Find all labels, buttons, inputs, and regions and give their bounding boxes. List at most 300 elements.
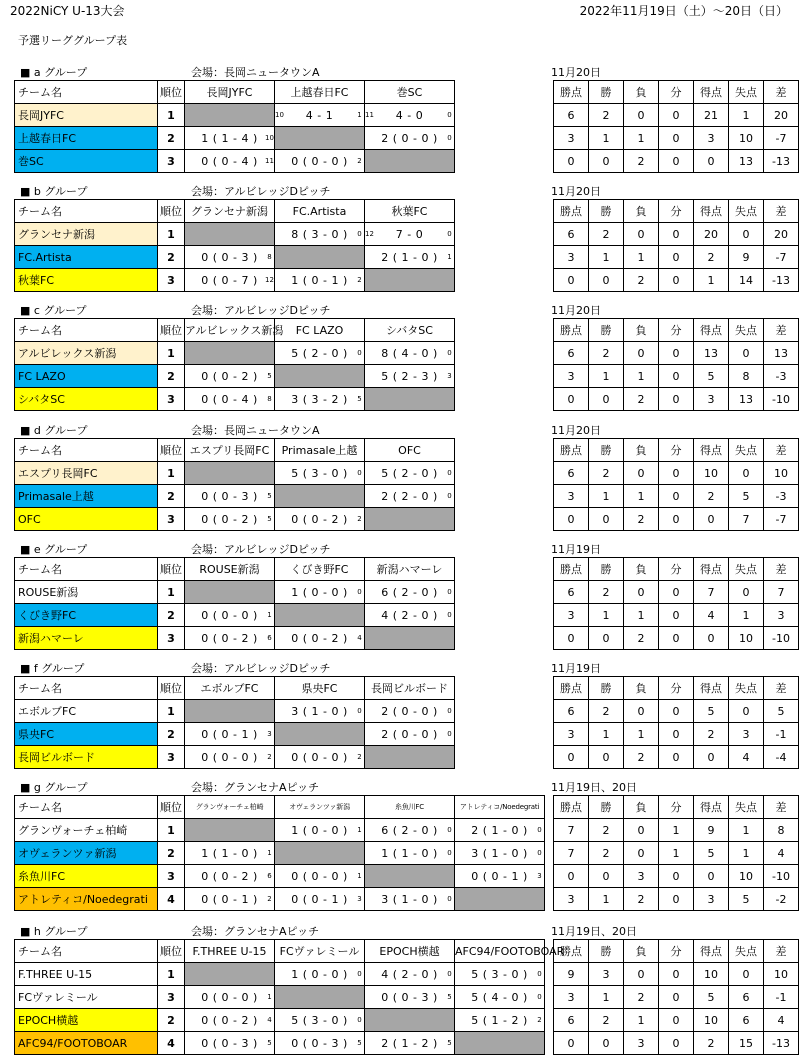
match-result-cell [365,223,455,246]
stat-column-header: 勝 [589,558,624,581]
team-stat: 2 [589,462,624,485]
match-score: 0 ( 0 - 3 ) [201,1036,258,1050]
self-match-cell [365,865,455,888]
team-stat: 1 [589,986,624,1009]
column-gap [545,200,554,223]
team-stat: 20 [764,104,799,127]
self-match-cell [185,963,275,986]
match-score: 7 - 0 [395,227,424,241]
stat-column-header: 分 [659,940,694,963]
table-row [15,581,799,604]
stat-column-header: 得点 [694,200,729,223]
opponent-score: 5 [267,515,272,523]
match-result-cell [275,150,365,173]
team-stat: 0 [554,746,589,769]
group-section [14,541,800,661]
group-table [14,939,799,1055]
stat-column-header: 勝点 [554,319,589,342]
team-stat: 0 [659,963,694,986]
team-name: エスプリ長岡FC [15,462,158,485]
team-stat: 2 [589,342,624,365]
table-row [15,723,799,746]
stat-column-header: 勝 [589,796,624,819]
opponent-column-header: OFC [365,439,455,462]
table-row [15,865,799,888]
match-result-cell [275,223,365,246]
match-score: 4 ( 2 - 0 ) [381,967,438,981]
team-stat: 5 [694,365,729,388]
group-table [14,795,799,911]
match-result-cell [275,388,365,411]
group-name: ■ d グループ [20,424,88,437]
team-stat: 2 [589,223,624,246]
column-gap [545,819,554,842]
column-gap [455,127,545,150]
team-stat: -10 [764,627,799,650]
match-result-cell [455,842,545,865]
team-name: FCヴァレミール [15,986,158,1009]
team-stat: 0 [659,150,694,173]
match-result-cell [275,508,365,531]
opponent-score: 0 [447,826,452,834]
match-result-cell [365,104,455,127]
team-stat: 2 [624,508,659,531]
match-result-cell [275,462,365,485]
group-venue: 会場：長岡ニュータウンA [191,66,320,79]
stat-column-header: 勝点 [554,796,589,819]
rank-column-header: 順位 [158,796,185,819]
column-gap [455,223,545,246]
team-name: グランセナ新潟 [15,223,158,246]
opponent-column-header: 長岡ビルボード [365,677,455,700]
team-stat: 20 [764,223,799,246]
team-stat: 0 [624,581,659,604]
match-result-cell [365,842,455,865]
team-stat: 0 [554,150,589,173]
column-gap [455,342,545,365]
table-row [15,104,799,127]
team-stat: 0 [659,627,694,650]
column-gap [455,558,545,581]
team-stat: 0 [659,1032,694,1055]
team-rank: 2 [158,365,185,388]
opponent-score: 1 [357,826,362,834]
group-date: 11月20日 [551,424,601,437]
group-table [14,80,799,173]
table-row [15,1032,799,1055]
team-stat: 9 [554,963,589,986]
match-score: 1 ( 1 - 4 ) [201,131,258,145]
team-stat: 3 [624,865,659,888]
table-header-row [15,796,799,819]
stat-column-header: 負 [624,677,659,700]
group-header [14,422,800,436]
match-score: 4 - 1 [305,108,334,122]
match-score: 1 ( 0 - 1 ) [291,273,348,287]
team-stat: -13 [764,269,799,292]
match-score: 5 ( 3 - 0 ) [291,1013,348,1027]
self-match-cell [185,700,275,723]
opponent-score: 3 [267,730,272,738]
team-stat: 3 [589,963,624,986]
opponent-column-header: FC LAZO [275,319,365,342]
match-score: 0 ( 0 - 1 ) [201,892,258,906]
stat-column-header: 勝点 [554,558,589,581]
team-stat: 1 [589,246,624,269]
team-stat: 6 [729,1009,764,1032]
team-stat: 1 [589,127,624,150]
opponent-column-header: アトレティコ/Noedegrati [455,796,545,819]
team-stat: 7 [554,819,589,842]
team-stat: -7 [764,127,799,150]
column-gap [545,723,554,746]
column-gap [545,439,554,462]
team-stat: 1 [624,485,659,508]
group-table [14,676,799,769]
match-result-cell [275,888,365,911]
team-stat: 5 [729,888,764,911]
team-stat: 0 [659,485,694,508]
team-column-header: チーム名 [15,677,158,700]
team-name: 県央FC [15,723,158,746]
opponent-column-header: くびき野FC [275,558,365,581]
team-stat: 3 [694,388,729,411]
team-stat: 0 [694,150,729,173]
table-header-row [15,200,799,223]
column-gap [545,558,554,581]
stat-column-header: 負 [624,558,659,581]
team-stat: 1 [694,269,729,292]
stat-column-header: 勝 [589,677,624,700]
table-row [15,819,799,842]
column-gap [545,746,554,769]
self-match-cell [275,723,365,746]
team-name: FC.Artista [15,246,158,269]
opponent-column-header: AFC94/FOOTOBOAR [455,940,545,963]
table-row [15,150,799,173]
match-result-cell [185,246,275,269]
team-stat: 4 [764,1009,799,1032]
team-stat: 1 [729,104,764,127]
team-stat: 0 [589,746,624,769]
team-stat: 0 [729,581,764,604]
match-score: 0 ( 0 - 0 ) [201,608,258,622]
team-stat: 5 [694,700,729,723]
team-stat: -3 [764,485,799,508]
team-stat: 21 [694,104,729,127]
team-stat: 2 [589,819,624,842]
stat-column-header: 得点 [694,319,729,342]
opponent-score: 2 [357,157,362,165]
group-table [14,199,799,292]
match-result-cell [275,342,365,365]
stat-column-header: 勝点 [554,940,589,963]
opponent-score: 8 [267,395,272,403]
match-result-cell [185,150,275,173]
team-name: OFC [15,508,158,531]
team-stat: 2 [589,104,624,127]
group-name: ■ c グループ [20,304,87,317]
column-gap [455,150,545,173]
column-gap [545,150,554,173]
match-result-cell [185,1032,275,1055]
opponent-column-header: エスプリ長岡FC [185,439,275,462]
group-venue: 会場：アルビレッジDピッチ [191,304,331,317]
opponent-score: 0 [537,970,542,978]
group-header [14,64,800,78]
table-header-row [15,81,799,104]
group-name: ■ b グループ [20,185,88,198]
team-stat: 10 [694,1009,729,1032]
team-stat: 0 [659,223,694,246]
team-stat: 0 [659,388,694,411]
team-stat: 1 [624,1009,659,1032]
stat-column-header: 負 [624,439,659,462]
column-gap [455,508,545,531]
stat-column-header: 分 [659,677,694,700]
team-stat: 3 [694,888,729,911]
match-score: 0 ( 0 - 0 ) [201,990,258,1004]
match-result-cell [455,986,545,1009]
column-gap [545,888,554,911]
team-name: 上越春日FC [15,127,158,150]
team-name: 新潟ハマーレ [15,627,158,650]
match-result-cell [365,462,455,485]
group-section [14,302,800,422]
rank-column-header: 順位 [158,677,185,700]
opponent-column-header: 上越春日FC [275,81,365,104]
team-stat: 1 [589,604,624,627]
team-stat: 0 [554,508,589,531]
self-match-cell [185,462,275,485]
self-match-cell [365,627,455,650]
team-stat: 2 [589,1009,624,1032]
team-stat: 0 [729,700,764,723]
team-stat: 2 [624,269,659,292]
page-subtitle: 予選リーググループ表 [18,34,128,47]
match-score: 0 ( 0 - 7 ) [201,273,258,287]
opponent-score: 5 [447,1039,452,1047]
column-gap [455,319,545,342]
team-name: グランヴォーチェ柏崎 [15,819,158,842]
table-header-row [15,319,799,342]
match-result-cell [365,888,455,911]
match-score: 2 ( 1 - 0 ) [471,823,528,837]
opponent-column-header: 巻SC [365,81,455,104]
team-stat: 0 [589,865,624,888]
match-score: 1 ( 0 - 0 ) [291,967,348,981]
match-result-cell [455,963,545,986]
team-stat: 5 [764,700,799,723]
opponent-score: 1 [267,849,272,857]
team-stat: 0 [589,269,624,292]
team-stat: 3 [554,485,589,508]
match-score: 0 ( 0 - 3 ) [201,489,258,503]
team-stat: 5 [694,986,729,1009]
team-rank: 1 [158,104,185,127]
table-header-row [15,558,799,581]
team-stat: -13 [764,150,799,173]
group-section [14,923,800,1050]
self-match-cell [275,365,365,388]
team-name: F.THREE U-15 [15,963,158,986]
match-score: 5 ( 3 - 0 ) [471,967,528,981]
match-result-cell [455,865,545,888]
team-stat: 0 [659,723,694,746]
match-score: 0 ( 0 - 1 ) [471,869,528,883]
column-gap [545,677,554,700]
match-score: 0 ( 0 - 1 ) [201,727,258,741]
team-column-header: チーム名 [15,200,158,223]
group-section [14,779,800,906]
opponent-score: 0 [357,707,362,715]
team-rank: 3 [158,150,185,173]
column-gap [545,508,554,531]
table-row [15,388,799,411]
team-stat: 4 [764,842,799,865]
table-row [15,365,799,388]
team-stat: 8 [729,365,764,388]
match-result-cell [365,963,455,986]
group-date: 11月20日 [551,66,601,79]
team-stat: 0 [624,462,659,485]
team-stat: 0 [694,508,729,531]
team-stat: 0 [659,1009,694,1032]
group-date: 11月19日、20日 [551,781,637,794]
team-rank: 1 [158,700,185,723]
column-gap [545,485,554,508]
team-stat: 0 [659,462,694,485]
opponent-score: 0 [447,230,452,238]
team-rank: 2 [158,842,185,865]
team-name: アルビレックス新潟 [15,342,158,365]
team-rank: 2 [158,485,185,508]
team-column-header: チーム名 [15,439,158,462]
team-stat: 3 [694,127,729,150]
stat-column-header: 失点 [729,200,764,223]
table-header-row [15,439,799,462]
team-name: AFC94/FOOTOBOAR [15,1032,158,1055]
opponent-score: 5 [357,395,362,403]
group-name: ■ f グループ [20,662,85,675]
team-stat: 0 [659,581,694,604]
team-stat: 4 [694,604,729,627]
group-venue: 会場：アルビレッジDピッチ [191,662,331,675]
team-stat: -13 [764,1032,799,1055]
stat-column-header: 分 [659,200,694,223]
team-stat: 2 [624,627,659,650]
column-gap [545,269,554,292]
stat-column-header: 差 [764,940,799,963]
opponent-score: 3 [357,895,362,903]
team-rank: 3 [158,388,185,411]
group-header [14,183,800,197]
self-match-cell [275,485,365,508]
stat-column-header: 失点 [729,81,764,104]
team-stat: 9 [729,246,764,269]
opponent-score: 0 [447,611,452,619]
rank-column-header: 順位 [158,940,185,963]
match-result-cell [185,1009,275,1032]
stat-column-header: 差 [764,81,799,104]
match-result-cell [365,700,455,723]
column-gap [455,388,545,411]
self-match-cell [185,342,275,365]
rank-column-header: 順位 [158,200,185,223]
column-gap [545,127,554,150]
stat-column-header: 勝 [589,319,624,342]
self-match-cell [185,223,275,246]
match-score: 0 ( 0 - 2 ) [201,1013,258,1027]
rank-column-header: 順位 [158,558,185,581]
team-stat: 1 [624,604,659,627]
match-score: 0 ( 0 - 2 ) [291,512,348,526]
team-stat: -7 [764,508,799,531]
team-rank: 1 [158,819,185,842]
team-stat: 0 [589,150,624,173]
group-table [14,557,799,650]
page-title: 2022NiCY U-13大会 [10,4,125,18]
table-row [15,986,799,1009]
team-name: シバタSC [15,388,158,411]
opponent-column-header: 糸魚川FC [365,796,455,819]
team-stat: 0 [659,127,694,150]
column-gap [545,223,554,246]
match-result-cell [365,485,455,508]
team-stat: 1 [729,819,764,842]
match-result-cell [185,865,275,888]
team-stat: 6 [554,342,589,365]
match-score: 6 ( 2 - 0 ) [381,823,438,837]
match-score: 0 ( 0 - 0 ) [291,869,348,883]
team-stat: 0 [659,365,694,388]
self-match-cell [275,246,365,269]
opponent-score: 8 [267,253,272,261]
opponent-score: 0 [537,993,542,1001]
event-date: 2022年11月19日（土）～20日（日） [579,4,788,18]
team-stat: 10 [694,963,729,986]
opponent-score: 10 [265,134,274,142]
team-stat: 0 [554,627,589,650]
opponent-score: 0 [447,707,452,715]
group-date: 11月19日、20日 [551,925,637,938]
match-score: 5 ( 2 - 3 ) [381,369,438,383]
opponent-column-header: 県央FC [275,677,365,700]
self-match-cell [455,1032,545,1055]
team-rank: 3 [158,627,185,650]
match-result-cell [365,581,455,604]
team-stat: 2 [624,986,659,1009]
stat-column-header: 失点 [729,677,764,700]
team-name: EPOCH横越 [15,1009,158,1032]
column-gap [455,81,545,104]
match-result-cell [455,1009,545,1032]
table-row [15,842,799,865]
team-stat: 0 [659,342,694,365]
stat-column-header: 差 [764,677,799,700]
match-score: 5 ( 1 - 2 ) [471,1013,528,1027]
team-stat: 1 [624,723,659,746]
opponent-score: 0 [447,134,452,142]
group-venue: 会場：グランセナAピッチ [191,925,320,938]
team-stat: 2 [624,746,659,769]
stat-column-header: 勝 [589,940,624,963]
team-stat: 3 [764,604,799,627]
match-score: 4 - 0 [395,108,424,122]
team-stat: 10 [729,627,764,650]
column-gap [455,604,545,627]
match-result-cell [365,342,455,365]
